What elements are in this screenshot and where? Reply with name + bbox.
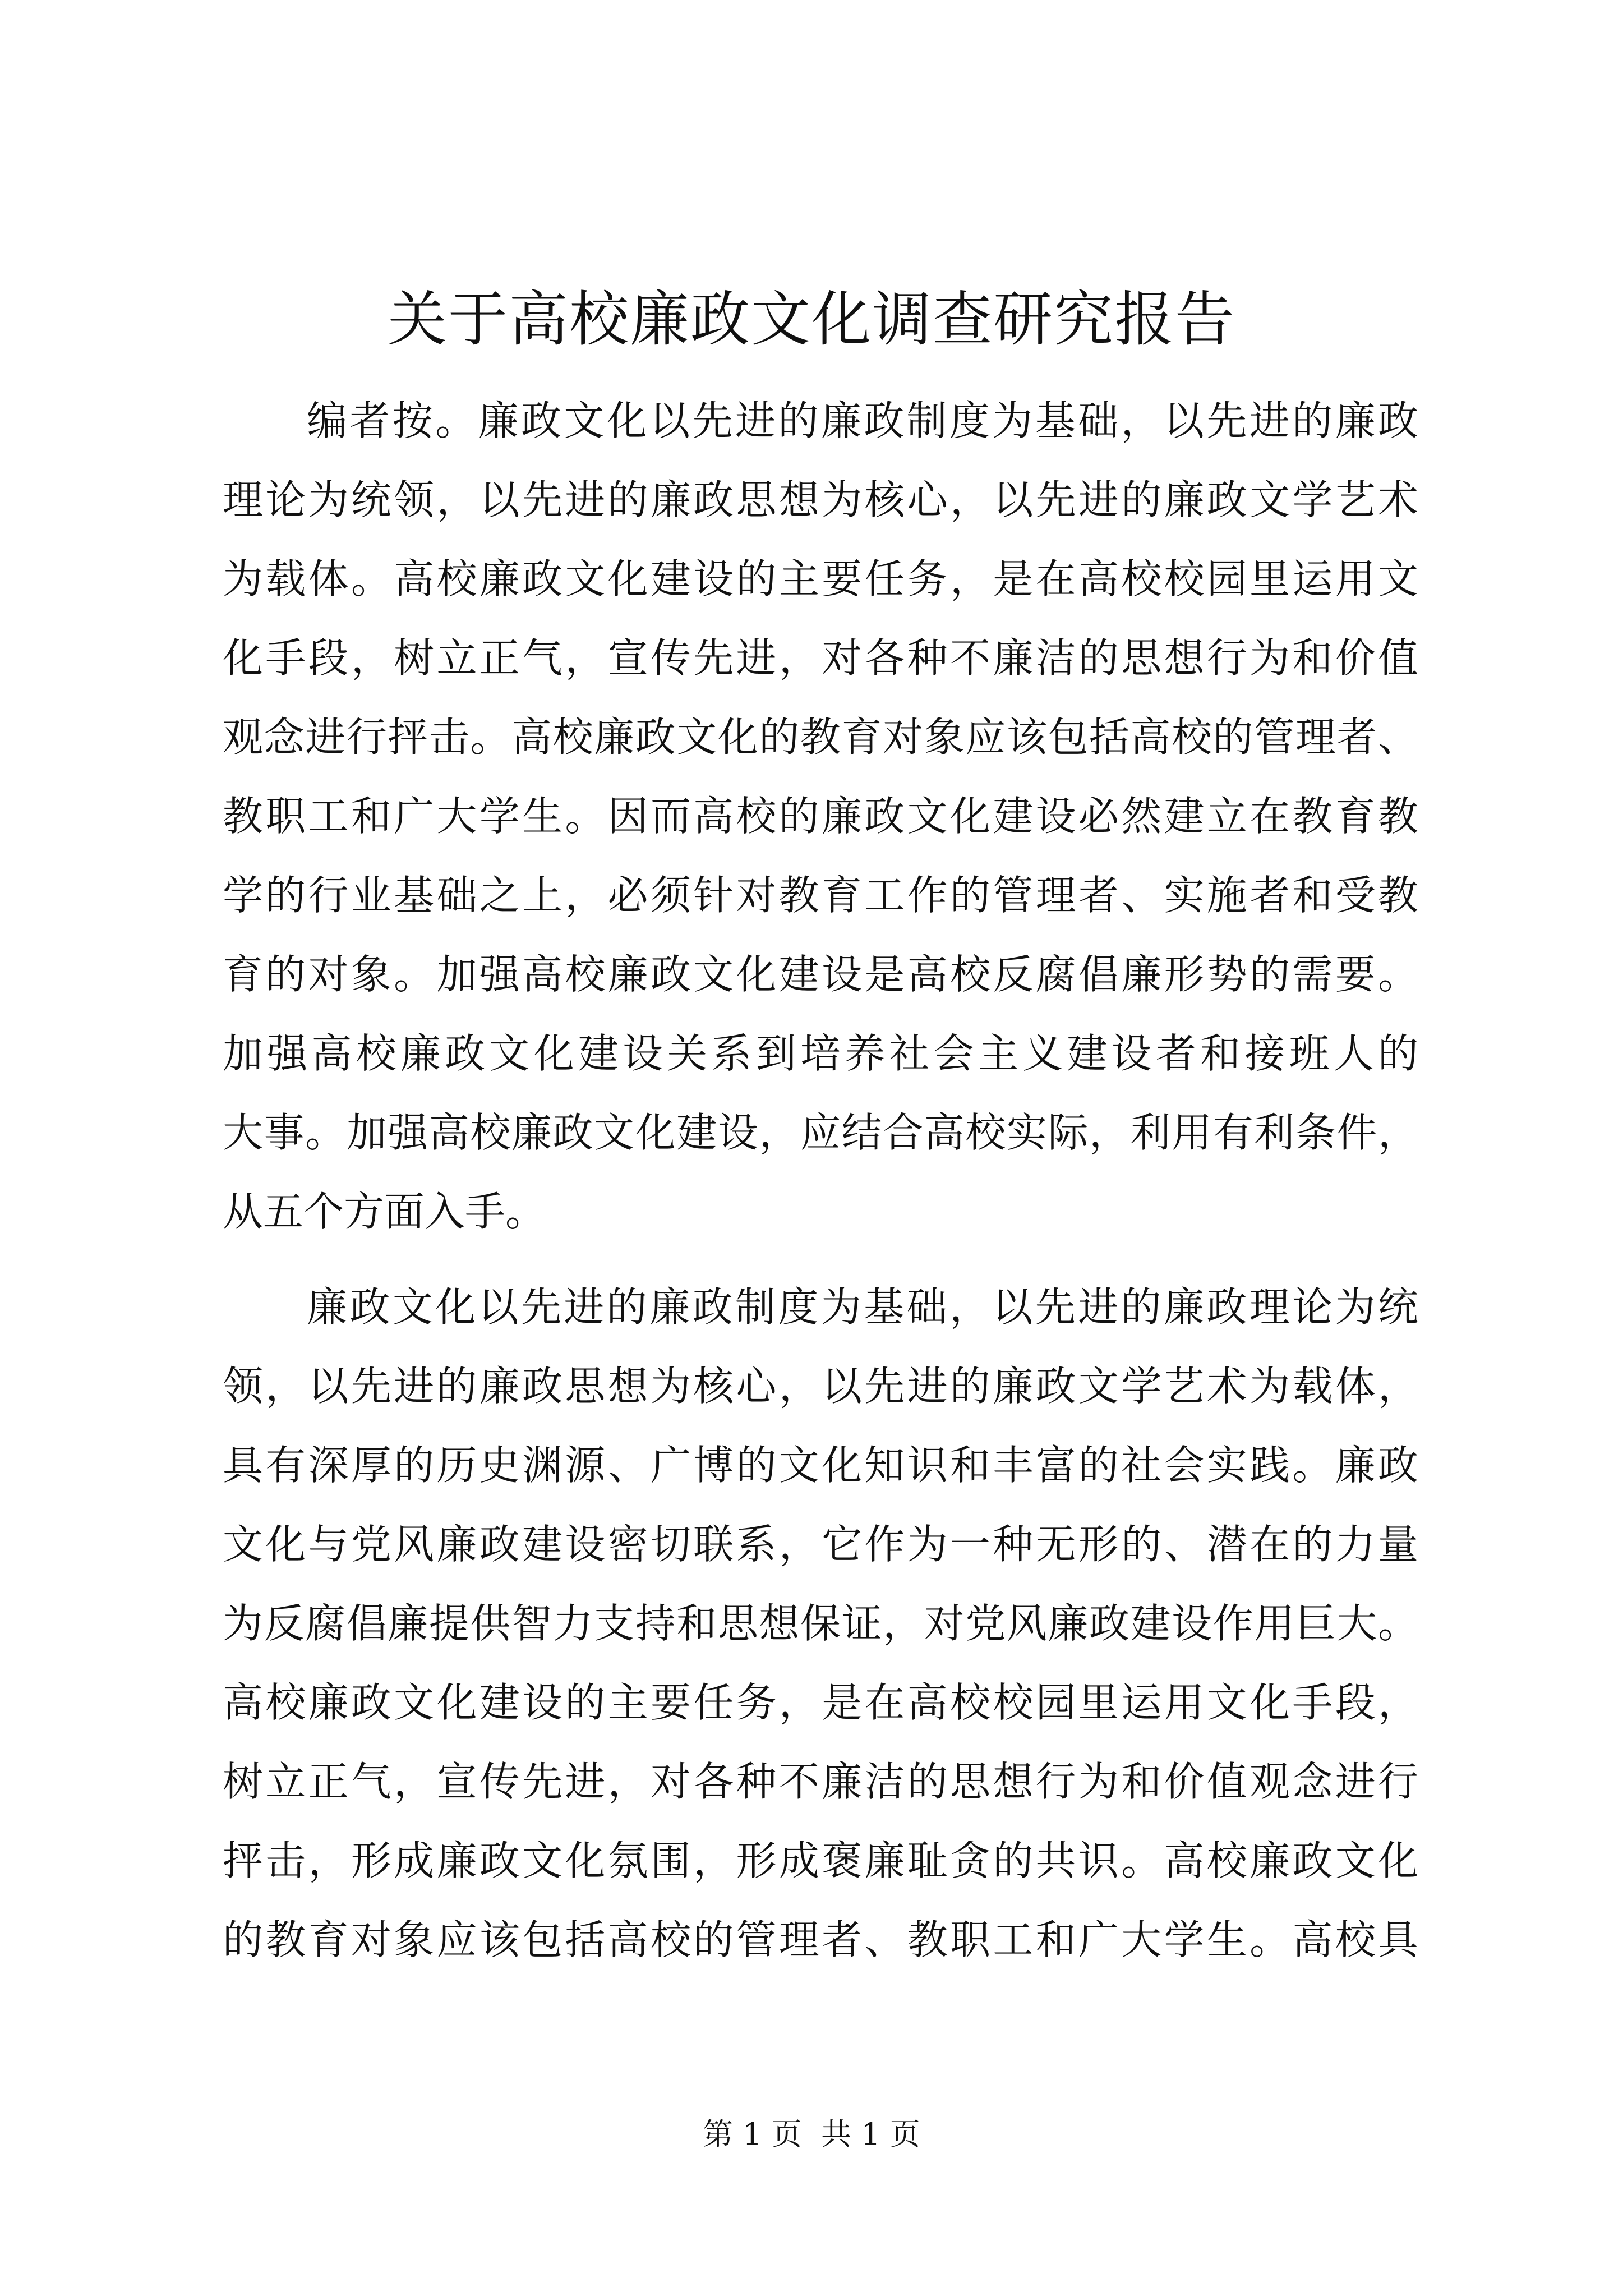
paragraph-line: 理论为统领，以先进的廉政思想为核心，以先进的廉政文学艺术	[223, 476, 1418, 523]
paragraph-line: 观念进行抨击。高校廉政文化的教育对象应该包括高校的管理者、	[223, 714, 1418, 761]
paragraph-line: 加强高校廉政文化建设关系到培养社会主义建设者和接班人的	[223, 1030, 1418, 1077]
paragraph-line: 的教育对象应该包括高校的管理者、教职工和广大学生。高校具	[223, 1916, 1418, 1963]
paragraph-line: 文化与党风廉政建设密切联系，它作为一种无形的、潜在的力量	[223, 1521, 1418, 1568]
paragraph-line: 领，以先进的廉政思想为核心，以先进的廉政文学艺术为载体，	[223, 1363, 1418, 1410]
paragraph-line: 树立正气，宣传先进，对各种不廉洁的思想行为和价值观念进行	[223, 1758, 1418, 1805]
page-footer: 第 1 页 共 1 页	[703, 2116, 920, 2152]
paragraph-editor-note	[223, 381, 1418, 1251]
paragraph-line: 廉政文化以先进的廉政制度为基础，以先进的廉政理论为统	[307, 1283, 1418, 1331]
paragraph-line: 教职工和广大学生。因而高校的廉政文化建设必然建立在教育教	[223, 793, 1418, 840]
paragraph-line: 从五个方面入手。	[223, 1188, 546, 1235]
paragraph-line: 高校廉政文化建设的主要任务，是在高校校园里运用文化手段，	[223, 1679, 1418, 1726]
paragraph-line: 编者按。廉政文化以先进的廉政制度为基础，以先进的廉政	[307, 397, 1418, 444]
paragraph-line: 大事。加强高校廉政文化建设，应结合高校实际，利用有利条件，	[223, 1109, 1418, 1156]
paragraph-line: 学的行业基础之上，必须针对教育工作的管理者、实施者和受教	[223, 872, 1418, 919]
document-title: 关于高校廉政文化调查研究报告	[388, 285, 1235, 354]
paragraph-line: 化手段，树立正气，宣传先进，对各种不廉洁的思想行为和价值	[223, 634, 1418, 682]
paragraph-line: 为反腐倡廉提供智力支持和思想保证，对党风廉政建设作用巨大。	[223, 1600, 1418, 1647]
paragraph-line: 为载体。高校廉政文化建设的主要任务，是在高校校园里运用文	[223, 555, 1418, 602]
paragraph-body	[223, 1268, 1418, 1980]
paragraph-line: 具有深厚的历史渊源、广博的文化知识和丰富的社会实践。廉政	[223, 1442, 1418, 1489]
paragraph-line: 抨击，形成廉政文化氛围，形成褒廉耻贪的共识。高校廉政文化	[223, 1837, 1418, 1884]
paragraph-line: 育的对象。加强高校廉政文化建设是高校反腐倡廉形势的需要。	[223, 951, 1418, 998]
